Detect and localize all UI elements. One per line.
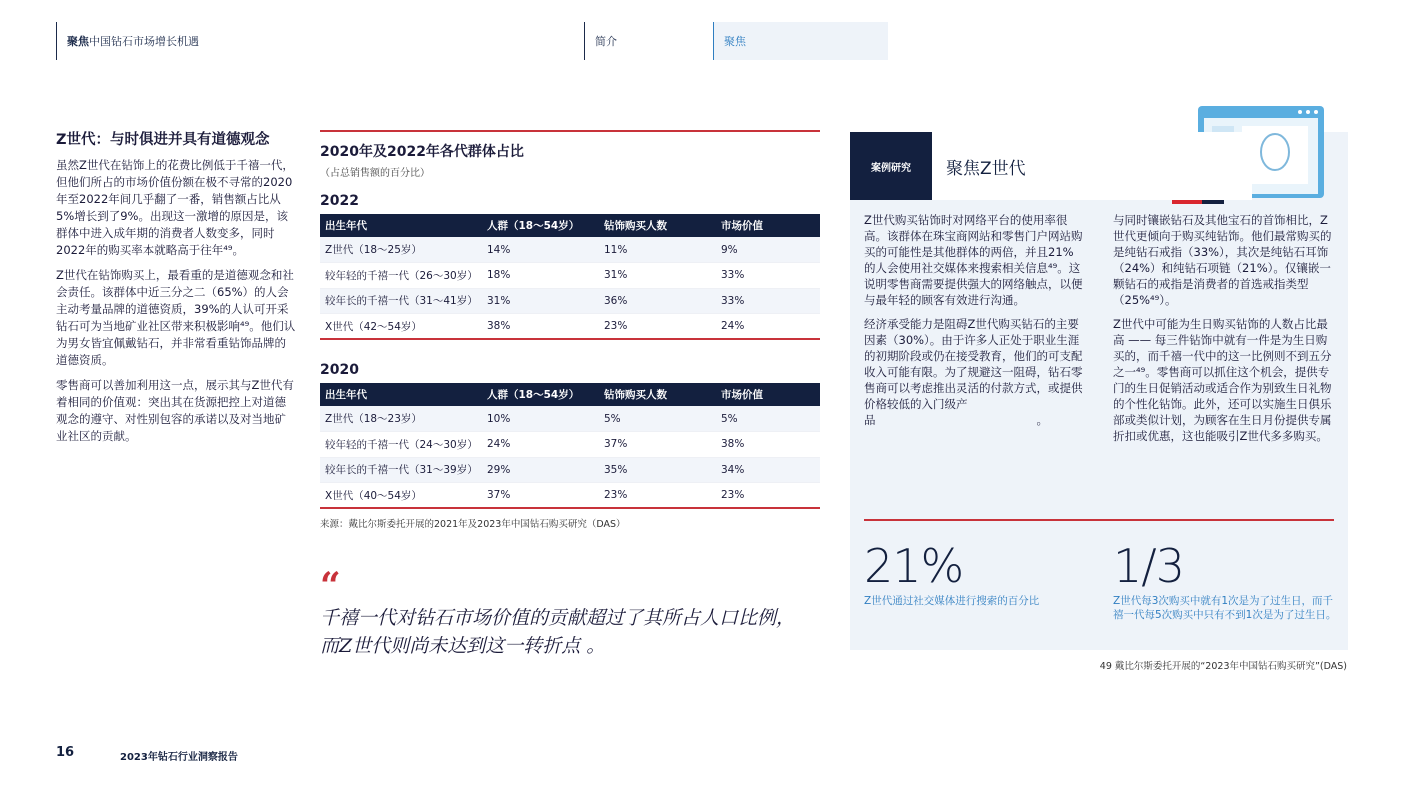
table-row bbox=[320, 483, 820, 509]
col-header-buyers: 钻饰购买人数 bbox=[599, 383, 716, 406]
table-cell: 23% bbox=[716, 483, 820, 509]
table-source: 来源：戴比尔斯委托开展的2021年及2023年中国钻石购买研究（DAS） bbox=[320, 519, 626, 530]
table-cell: 14% bbox=[482, 237, 599, 263]
left-paragraph-3: 零售商可以善加利用这一点，展示其与Z世代有着相同的价值观：突出其在货源把控上对道德观念的遵守、对性别包容的承诺以及对当地矿业社区的贡献。 bbox=[56, 378, 294, 443]
table-cell: 38% bbox=[716, 432, 820, 458]
page-number: 16 bbox=[56, 745, 75, 760]
footnote: 49 戴比尔斯委托开展的“2023年中国钻石购买研究”(DAS) bbox=[1099, 661, 1347, 672]
col-header-value: 市场价值 bbox=[716, 383, 820, 406]
col-header-population: 人群（18～54岁） bbox=[482, 383, 599, 406]
tab-intro-label: 简介 bbox=[595, 35, 617, 48]
table-row bbox=[320, 432, 820, 458]
table-row bbox=[320, 288, 820, 314]
header-bold-label: 聚焦 bbox=[67, 35, 89, 48]
col-header-population: 人群（18～54岁） bbox=[482, 214, 599, 237]
table-cell: 29% bbox=[482, 457, 599, 483]
table-row bbox=[320, 237, 820, 263]
tab-intro[interactable] bbox=[584, 22, 712, 60]
year-2022-label: 2022 bbox=[320, 193, 359, 209]
col-header-birth: 出生年代 bbox=[320, 214, 482, 237]
stat-birthday bbox=[1113, 540, 1343, 622]
stat-label: Z世代每3次购买中就有1次是为了过生日，而千禧一代每5次购买中只有不到1次是为了过生日。 bbox=[1113, 595, 1337, 621]
header-breadcrumb[interactable] bbox=[56, 22, 576, 60]
case-paragraph: Z世代购买钻饰时对网络平台的使用率很高。该群体在珠宝商网站和零售门户网站购买的可能性是其他群体的两倍，并且21%的人会使用社交媒体来搜索相关信息⁴⁹。这说明零售商需要提供强大的网络触点，以便与最年轻的顾客有效进行沟通。 bbox=[864, 213, 1083, 307]
table-cell: 较年轻的千禧一代（26～30岁） bbox=[320, 263, 482, 289]
stat-value: 1/3 bbox=[1113, 539, 1185, 593]
case-study-title: 聚焦Z世代 bbox=[932, 132, 1252, 200]
table-cell: 34% bbox=[716, 457, 820, 483]
table-cell: 18% bbox=[482, 263, 599, 289]
table-cell: 较年轻的千禧一代（24～30岁） bbox=[320, 432, 482, 458]
table-cell: 9% bbox=[716, 237, 820, 263]
table-cell: 10% bbox=[482, 406, 599, 432]
tab-focus-label: 聚焦 bbox=[724, 35, 746, 48]
table-2022 bbox=[320, 214, 820, 340]
generation-tables bbox=[320, 130, 820, 530]
stat-social-media bbox=[864, 540, 1084, 608]
table-cell: 23% bbox=[599, 483, 716, 509]
col-header-value: 市场价值 bbox=[716, 214, 820, 237]
tables-title: 2020年及2022年各代群体占比 bbox=[320, 144, 524, 160]
table-cell: X世代（42～54岁） bbox=[320, 314, 482, 340]
left-column bbox=[56, 128, 296, 453]
table-cell: 5% bbox=[599, 406, 716, 432]
table-row bbox=[320, 406, 820, 432]
table-cell: Z世代（18～23岁） bbox=[320, 406, 482, 432]
header-title: 中国钻石市场增长机遇 bbox=[89, 35, 199, 48]
quote-line-2: 而Z世代则尚未达到这一转折点 。 bbox=[320, 635, 606, 657]
divider bbox=[864, 519, 1334, 521]
quote-text bbox=[320, 604, 840, 660]
divider bbox=[320, 130, 820, 132]
stat-value: 21% bbox=[864, 539, 964, 593]
table-2020 bbox=[320, 383, 820, 509]
case-paragraph: Z世代中可能为生日购买钻饰的人数占比最高 —— 每三件钻饰中就有一件是为生日购买的，而千禧一代中的这一比例则不到五分之一⁴⁹。零售商可以抓住这个机会，提供专门的生日促销活动或适合作为别致生日礼物的个性化钻饰。此外，还可以实施生日俱乐部或类似计划，为顾客在生日月份提供专属折扣或优惠，这也能吸引Z世代多多购买。 bbox=[1113, 317, 1332, 443]
quote-mark-icon: “ bbox=[320, 565, 341, 607]
table-cell: 5% bbox=[716, 406, 820, 432]
left-paragraph-2: Z世代在钻饰购买上，最看重的是道德观念和社会责任。该群体中近三分之二（65%）的人会主动考量品牌的道德资质，39%的人认可开采钻石可为当地矿业社区带来积极影响⁴⁹。他们认为男女皆宜佩戴钻石，并非常看重钻饰品牌的道德资质。 bbox=[56, 268, 296, 367]
table-cell: 38% bbox=[482, 314, 599, 340]
year-2020-label: 2020 bbox=[320, 362, 359, 378]
table-cell: 37% bbox=[482, 483, 599, 509]
table-cell: 23% bbox=[599, 314, 716, 340]
table-cell: 33% bbox=[716, 263, 820, 289]
case-study-tag: 案例研究 bbox=[850, 132, 932, 200]
stat-label: Z世代通过社交媒体进行搜索的百分比 bbox=[864, 595, 1040, 607]
table-cell: 31% bbox=[482, 288, 599, 314]
table-cell: 35% bbox=[599, 457, 716, 483]
table-row bbox=[320, 457, 820, 483]
report-title: 2023年钻石行业洞察报告 bbox=[120, 752, 238, 763]
table-cell: 24% bbox=[716, 314, 820, 340]
case-paragraph: 与同时镶嵌钻石及其他宝石的首饰相比，Z世代更倾向于购买纯钻饰。他们最常购买的是纯钻石戒指（33%），其次是纯钻石耳饰（24%）和纯钻石项链（21%）。仅镶嵌一颗钻石的戒指是消费者的首选戒指类型（25%⁴⁹）。 bbox=[1113, 213, 1332, 307]
table-row bbox=[320, 263, 820, 289]
tables-subtitle: （占总销售额的百分比） bbox=[320, 168, 430, 179]
col-header-buyers: 钻饰购买人数 bbox=[599, 214, 716, 237]
case-column-2 bbox=[1113, 212, 1333, 452]
table-cell: 37% bbox=[599, 432, 716, 458]
table-cell: 11% bbox=[599, 237, 716, 263]
table-cell: 较年长的千禧一代（31～39岁） bbox=[320, 457, 482, 483]
quote-line-1: 千禧一代对钻石市场价值的贡献超过了其所占人口比例， bbox=[320, 607, 796, 629]
section-heading: Z世代：与时俱进并具有道德观念 bbox=[56, 132, 270, 148]
table-cell: 33% bbox=[716, 288, 820, 314]
table-cell: Z世代（18～25岁） bbox=[320, 237, 482, 263]
col-header-birth: 出生年代 bbox=[320, 383, 482, 406]
tab-focus[interactable] bbox=[713, 22, 888, 60]
left-paragraph-1: 虽然Z世代在钻饰上的花费比例低于千禧一代，但他们所占的市场价值份额在极不寻常的2020年至2022年间几乎翻了一番，销售额占比从5%增长到了9%。出现这一激增的原因是，该群体中进入成年期的消费者人数变多，同时2022年的购买率本就略高于往年⁴⁹。 bbox=[56, 158, 294, 257]
table-cell: 较年长的千禧一代（31～41岁） bbox=[320, 288, 482, 314]
case-column-1 bbox=[864, 212, 1084, 436]
table-cell: X世代（40～54岁） bbox=[320, 483, 482, 509]
table-cell: 24% bbox=[482, 432, 599, 458]
pull-quote bbox=[320, 565, 840, 660]
table-cell: 31% bbox=[599, 263, 716, 289]
table-cell: 36% bbox=[599, 288, 716, 314]
case-study-panel bbox=[850, 132, 1348, 650]
case-paragraph: 经济承受能力是阻碍Z世代购买钻石的主要因素（30%）。由于许多人正处于职业生涯的初期阶段或仍在接受教育，他们的可支配收入可能有限。为了规避这一阻碍，钻石零售商可以考虑推出灵活的付款方式，或提供价格较低的入门级产品 。 bbox=[864, 317, 1083, 427]
table-row bbox=[320, 314, 820, 340]
